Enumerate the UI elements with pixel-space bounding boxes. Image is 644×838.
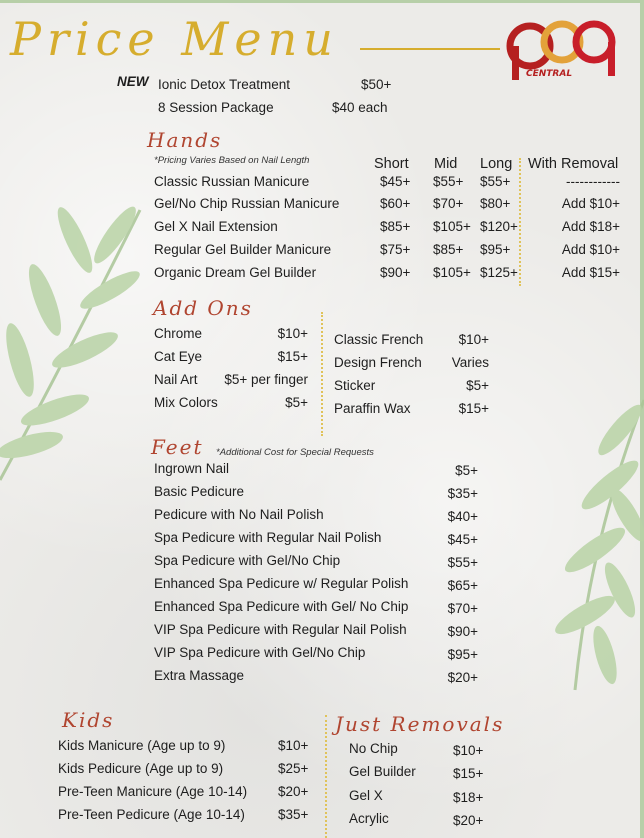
service-name: Classic Russian Manicure	[154, 174, 310, 189]
service-price: $55+	[447, 555, 478, 570]
service-name: Regular Gel Builder Manicure	[154, 242, 332, 257]
kids-service-name: Pre-Teen Pedicure (Age 10-14)	[58, 807, 245, 822]
svg-text:CENTRAL: CENTRAL	[526, 69, 573, 79]
service-price: $45+	[447, 532, 478, 547]
price-mid: $85+	[433, 242, 464, 257]
service-price: $65+	[447, 578, 478, 593]
price-long: $95+	[480, 242, 511, 257]
service-name: VIP Spa Pedicure with Gel/No Chip	[154, 645, 366, 660]
price-removal: Add $15+	[561, 265, 620, 280]
addon-price: $5+ per finger	[224, 372, 308, 387]
price-short: $75+	[380, 242, 411, 257]
removal-price: $18+	[453, 790, 484, 805]
service-name: Organic Dream Gel Builder	[154, 265, 317, 280]
removal-price: $10+	[453, 743, 484, 758]
service-price: $5+	[455, 463, 478, 478]
price-long: $80+	[480, 196, 511, 211]
new-badge: NEW	[117, 74, 149, 89]
addons-divider	[321, 312, 323, 436]
col-removal: With Removal	[528, 156, 619, 172]
price-short: $60+	[380, 196, 411, 211]
service-price: $40+	[447, 509, 478, 524]
price-mid: $55+	[433, 174, 464, 189]
removal-price: $20+	[453, 813, 484, 828]
price-short: $45+	[380, 174, 411, 189]
col-mid: Mid	[434, 156, 458, 172]
addon-price: Varies	[451, 355, 489, 370]
pop-central-logo	[500, 18, 618, 82]
service-price: $20+	[447, 670, 478, 685]
removal-price: $15+	[453, 766, 484, 781]
kids-service-name: Kids Manicure (Age up to 9)	[58, 738, 226, 753]
service-name: Enhanced Spa Pedicure w/ Regular Polish	[154, 576, 409, 591]
addon-name: Classic French	[334, 332, 424, 347]
col-short: Short	[374, 156, 409, 172]
price-removal: Add $10+	[561, 242, 620, 257]
hands-note: *Pricing Varies Based on Nail Length	[154, 155, 310, 166]
addon-price: $5+	[466, 378, 489, 393]
page-title: Price Menu	[10, 12, 339, 66]
price-long: $120+	[480, 219, 518, 234]
service-name: VIP Spa Pedicure with Regular Nail Polish	[154, 622, 407, 637]
price-removal: ------------	[566, 174, 620, 189]
featured-name: 8 Session Package	[158, 100, 274, 115]
addon-name: Design French	[334, 355, 422, 370]
addon-price: $15+	[458, 401, 489, 416]
featured-name: Ionic Detox Treatment	[158, 77, 291, 92]
addon-name: Sticker	[334, 378, 376, 393]
feet-note: *Additional Cost for Special Requests	[216, 447, 374, 458]
addon-name: Cat Eye	[154, 349, 203, 364]
service-name: Enhanced Spa Pedicure with Gel/ No Chip	[154, 599, 409, 614]
hands-divider	[519, 158, 521, 286]
service-name: Extra Massage	[154, 668, 245, 683]
kids-heading: Kids	[62, 708, 115, 732]
leaf-decoration-right	[520, 390, 644, 700]
kids-service-price: $25+	[278, 761, 309, 776]
kids-removals-divider	[325, 715, 327, 838]
removals-heading: Just Removals	[335, 712, 505, 736]
leaf-decoration-left	[0, 190, 150, 490]
addon-price: $15+	[277, 349, 308, 364]
removal-name: No Chip	[349, 741, 398, 756]
price-short: $90+	[380, 265, 411, 280]
removal-name: Acrylic	[349, 811, 389, 826]
removal-name: Gel X	[349, 788, 383, 803]
service-price: $35+	[447, 486, 478, 501]
addon-name: Mix Colors	[154, 395, 218, 410]
col-long: Long	[480, 156, 513, 172]
price-mid: $105+	[433, 219, 471, 234]
price-long: $55+	[480, 174, 511, 189]
title-underline	[360, 48, 500, 50]
addon-name: Chrome	[154, 326, 203, 341]
hands-heading: Hands	[147, 128, 223, 152]
service-name: Basic Pedicure	[154, 484, 245, 499]
service-name: Pedicure with No Nail Polish	[154, 507, 324, 522]
addons-heading: Add Ons	[153, 296, 253, 320]
price-removal: Add $18+	[561, 219, 620, 234]
addon-name: Paraffin Wax	[334, 401, 411, 416]
featured-price: $50+	[361, 77, 392, 92]
service-name: Spa Pedicure with Gel/No Chip	[154, 553, 341, 568]
price-removal: Add $10+	[561, 196, 620, 211]
service-price: $70+	[447, 601, 478, 616]
service-name: Gel X Nail Extension	[154, 219, 278, 234]
kids-service-name: Pre-Teen Manicure (Age 10-14)	[58, 784, 248, 799]
price-short: $85+	[380, 219, 411, 234]
addon-name: Nail Art	[154, 372, 198, 387]
feet-heading: Feet	[151, 435, 204, 459]
addon-price: $10+	[458, 332, 489, 347]
service-name: Ingrown Nail	[154, 461, 230, 476]
price-long: $125+	[480, 265, 518, 280]
service-name: Gel/No Chip Russian Manicure	[154, 196, 340, 211]
price-mid: $105+	[433, 265, 471, 280]
kids-service-price: $20+	[278, 784, 309, 799]
price-mid: $70+	[433, 196, 464, 211]
service-name: Spa Pedicure with Regular Nail Polish	[154, 530, 382, 545]
addon-price: $10+	[277, 326, 308, 341]
service-price: $95+	[447, 647, 478, 662]
kids-service-price: $10+	[278, 738, 309, 753]
addon-price: $5+	[285, 395, 308, 410]
service-price: $90+	[447, 624, 478, 639]
featured-price: $40 each	[332, 100, 388, 115]
removal-name: Gel Builder	[349, 764, 416, 779]
kids-service-name: Kids Pedicure (Age up to 9)	[58, 761, 224, 776]
kids-service-price: $35+	[278, 807, 309, 822]
